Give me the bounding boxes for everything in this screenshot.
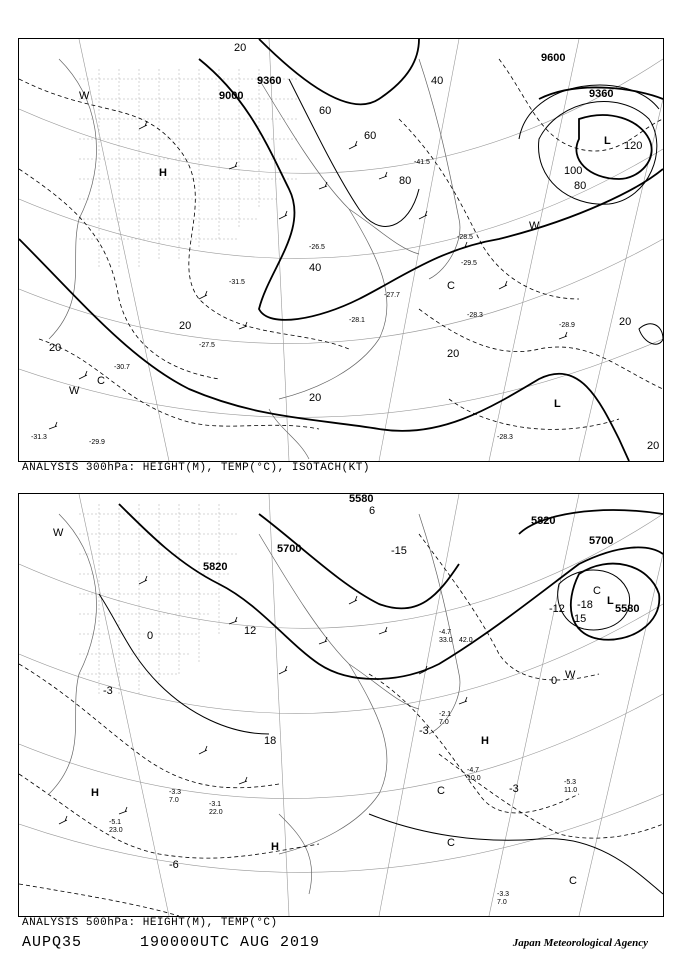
isotach-label: 60 [319,105,332,117]
map-300hpa-svg [19,39,663,461]
high-center: H [91,787,99,799]
station-value: -5.1 [109,819,122,826]
height-label: 9600 [541,52,566,64]
temp-label: -18 [577,599,593,611]
temp-label: -28.5 [457,234,473,241]
temp-label: -15 [391,545,407,557]
temp-label: 6 [369,505,376,517]
height-contours [19,39,663,461]
station-value: 22.0 [209,809,223,816]
station-value: -3.3 [497,891,510,898]
low-center: L [554,398,561,410]
temp-label: -27.7 [384,292,400,299]
isotach-label: 20 [619,316,632,328]
high-center: H [271,841,279,853]
analysis-500hpa-map [18,493,664,917]
station-value: -5.3 [564,779,577,786]
isotach-label: 20 [49,342,62,354]
temp-label: -26.5 [309,244,325,251]
station-value: -3.1 [209,801,222,808]
temp-label: -31.5 [229,279,245,286]
valid-time: 190000UTC AUG 2019 [140,934,321,951]
wind-barbs [49,121,567,429]
station-value: -4.7 [439,629,452,636]
station-value: 7.0 [169,797,179,804]
isotach-label: 100 [564,165,583,177]
station-value: 23.0 [109,827,123,834]
low-center: L [607,595,614,607]
temp-label: -29.9 [89,439,105,446]
isotach-label: 20 [447,348,460,360]
isotach-label: 20 [234,42,247,54]
station-value: -4.7 [467,767,480,774]
high-center: H [481,735,489,747]
missing-data-grid [79,69,299,269]
cold-center: C [447,280,455,292]
isotach-label: 40 [309,262,322,274]
temp-label: 15 [574,613,587,625]
wind-barbs [59,576,467,824]
isotach-label: 120 [624,140,643,152]
isotach-label: 20 [309,392,322,404]
station-value: 33.0 [439,637,453,644]
warm-center: W [69,385,80,397]
cold-center: C [447,837,455,849]
station-value: -2.1 [439,711,452,718]
height-label: 5700 [277,543,302,555]
cold-center: C [437,785,445,797]
warm-center: W [79,90,90,102]
height-label: 5820 [531,515,556,527]
agency-name: Japan Meteorological Agency [512,937,648,949]
missing-data-grid [79,504,239,694]
isotach-contours [289,79,663,344]
graticule [19,39,663,461]
isotach-label: 20 [647,440,660,452]
height-label: 9360 [589,88,614,100]
station-value: 10.0 [467,775,481,782]
coastlines [49,514,460,894]
temp-label: 12 [244,625,257,637]
station-value: 7.0 [439,719,449,726]
station-value: -3.3 [169,789,182,796]
temp-label: -31.3 [31,434,47,441]
temp-label: 0 [147,630,154,642]
isotach-label: 40 [431,75,444,87]
temp-label: 18 [264,735,277,747]
cold-center: C [97,375,105,387]
temp-label: -3 [103,685,113,697]
station-value: 11.0 [564,787,578,794]
temp-label: -3 [419,725,429,737]
low-center: L [604,135,611,147]
caption-300hpa: ANALYSIS 300hPa: HEIGHT(M), TEMP(°C), ISOTACH(KT) [22,462,370,474]
temp-label: -27.5 [199,342,215,349]
temp-label: -28.3 [497,434,513,441]
height-label: 5820 [203,561,228,573]
map-500hpa-svg [19,494,663,916]
high-center: H [159,167,167,179]
cold-center: C [569,875,577,887]
height-label: 5580 [349,494,374,505]
isotach-label: 80 [399,175,412,187]
temp-label: -28.1 [349,317,365,324]
isotach-label: 80 [574,180,587,192]
temp-label: -41.5 [414,159,430,166]
isotach-label: 20 [179,320,192,332]
warm-center: W [529,220,540,232]
caption-500hpa: ANALYSIS 500hPa: HEIGHT(M), TEMP(°C) [22,917,278,929]
warm-center: W [53,527,64,539]
cold-center: C [593,585,601,597]
analysis-300hpa-map [18,38,664,462]
temp-label: -3 [509,783,519,795]
height-label: 5700 [589,535,614,547]
temp-label: 0 [551,675,558,687]
isotach-label: 60 [364,130,377,142]
temp-label: -28.3 [467,312,483,319]
warm-center: W [565,669,576,681]
isotherms [19,534,663,916]
height-contours [119,504,663,679]
height-label: 5580 [615,603,640,615]
temp-label: -29.5 [461,260,477,267]
chart-id: AUPQ35 [22,934,83,951]
temp-label: -30.7 [114,364,130,371]
height-label: 9000 [219,90,244,102]
temp-label: -12 [549,603,565,615]
temp-label: -28.9 [559,322,575,329]
height-label: 9360 [257,75,282,87]
station-value: 7.0 [497,899,507,906]
station-value: 42.0 [459,637,473,644]
temp-label: -6 [169,859,179,871]
graticule [19,494,663,916]
coastlines [49,59,460,459]
